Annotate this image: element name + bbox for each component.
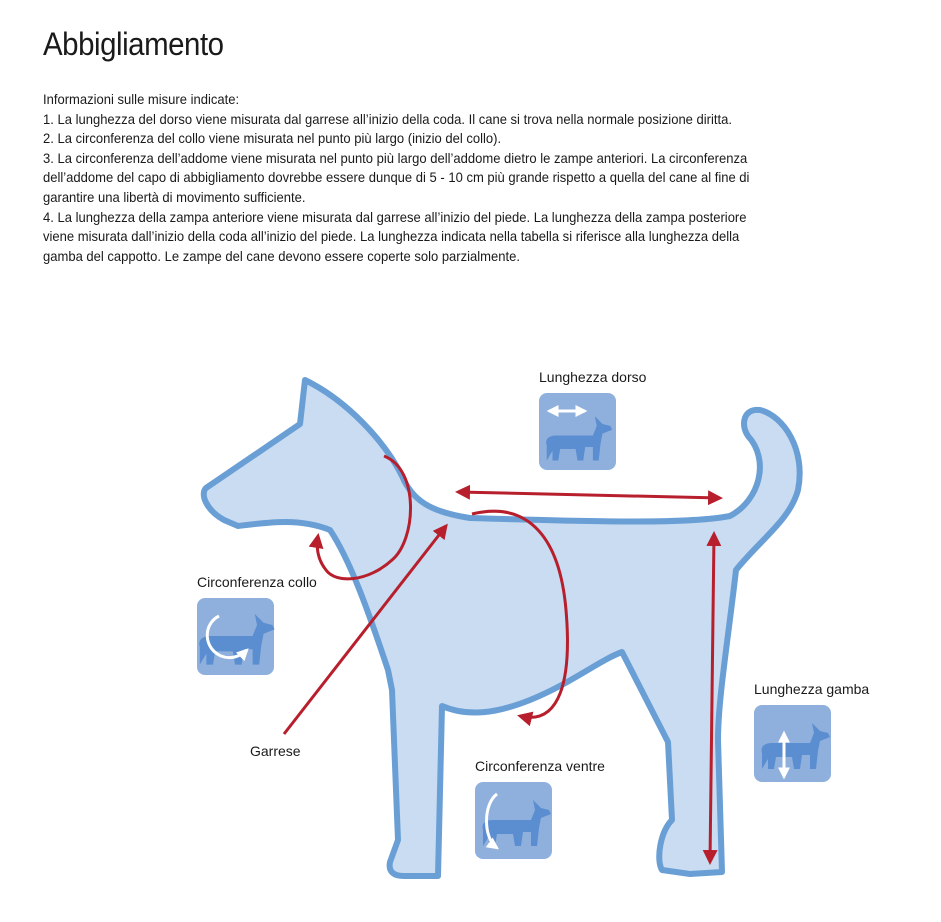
info-line: garantire una libertà di movimento sufficiente. — [43, 188, 306, 205]
back-length-label: Lunghezza dorso — [539, 369, 647, 385]
withers-label: Garrese — [250, 743, 301, 759]
dog-neck-circumference-icon — [197, 598, 275, 675]
dog-back-length-icon — [539, 393, 616, 470]
dog-belly-circumference-icon — [475, 782, 552, 859]
neck-circumference-label: Circonferenza collo — [197, 574, 317, 590]
dog-leg-length-icon — [754, 705, 831, 782]
info-line: 2. La circonferenza del collo viene misurata nel punto più largo (inizio del collo). — [43, 130, 502, 147]
info-line: 4. La lunghezza della zampa anteriore viene misurata dal garrese all’inizio del piede. La lunghezza della zampa posteriore — [43, 208, 747, 225]
back-length-arrow — [458, 492, 720, 498]
info-heading: Informazioni sulle misure indicate: — [43, 91, 240, 107]
info-line: viene misurata dall’inizio della coda all’inizio del piede. La lunghezza indicata nella tabella si riferisce alla lunghezza della — [43, 228, 740, 245]
info-line: 1. La lunghezza del dorso viene misurata dal garrese all’inizio della coda. Il cane si trova nella normale posizione diritta. — [43, 110, 732, 127]
belly-circumference-label: Circonferenza ventre — [475, 758, 605, 774]
leg-length-label: Lunghezza gamba — [754, 681, 870, 697]
info-line: gamba del cappotto. Le zampe del cane devono essere coperte solo parzialmente. — [43, 247, 520, 264]
info-line: dell’addome del capo di abbigliamento dovrebbe essere dunque di 5 - 10 cm più grande rispetto a quella del cane al fine di — [43, 169, 750, 186]
info-line: 3. La circonferenza dell’addome viene misurata nel punto più largo dell’addome dietro le zampe anteriori. La circonferenza — [43, 149, 748, 166]
page-title: Abbigliamento — [43, 26, 224, 62]
